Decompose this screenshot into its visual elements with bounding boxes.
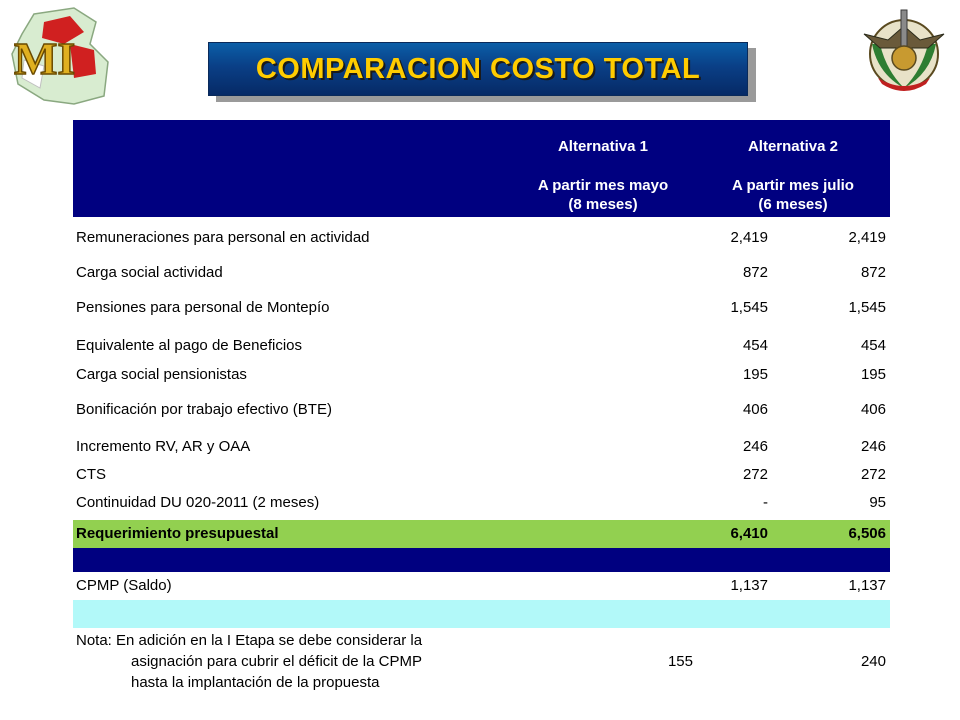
total-label: Requerimiento presupuestal — [76, 525, 279, 542]
row-alt2: 272 — [860, 466, 886, 483]
total-alt1: 6,410 — [730, 525, 768, 542]
army-emblem — [858, 4, 950, 96]
nota-alt1: 155 — [667, 653, 693, 670]
header-alt2-sub1: A partir mes julio — [732, 177, 854, 194]
cpmp-row — [73, 575, 890, 597]
header-alt2: Alternativa 2 — [747, 138, 839, 155]
page-title: COMPARACION COSTO TOTAL — [255, 52, 701, 85]
row-alt1: 454 — [742, 337, 768, 354]
row-alt1: 406 — [742, 401, 768, 418]
nota-alt2: 240 — [860, 653, 886, 670]
header-alt1-period — [513, 176, 693, 214]
title-banner — [208, 42, 748, 96]
row-label: Pensiones para personal de Montepío — [76, 299, 330, 316]
row-label: Carga social pensionistas — [76, 366, 247, 383]
header-alt2-period — [698, 176, 888, 214]
total-row — [73, 520, 890, 548]
row-alt2: 406 — [860, 401, 886, 418]
row-label: Continuidad DU 020-2011 (2 meses) — [76, 494, 320, 511]
table-row — [73, 436, 890, 458]
row-alt1: 246 — [742, 438, 768, 455]
nota-line1: Nota: En adición en la I Etapa se debe considerar la — [76, 632, 423, 649]
nota-line2: asignación para cubrir el déficit de la CPMP — [131, 653, 422, 670]
nota-text — [76, 630, 512, 693]
header-alt1-sub1: A partir mes mayo — [537, 177, 669, 194]
table-row — [73, 262, 890, 284]
row-alt1: 1,545 — [730, 299, 768, 316]
table-row — [73, 335, 890, 357]
table-row — [73, 492, 890, 514]
spacer-band — [73, 600, 890, 628]
row-alt2: 1,545 — [848, 299, 886, 316]
nota-line3: hasta la implantación de la propuesta — [131, 674, 380, 691]
row-alt2: 872 — [860, 264, 886, 281]
table-row — [73, 399, 890, 421]
logo-text: MI — [14, 33, 76, 84]
row-label: CTS — [76, 466, 106, 483]
cpmp-alt2: 1,137 — [848, 577, 886, 594]
row-alt1: 195 — [742, 366, 768, 383]
row-alt1: 272 — [742, 466, 768, 483]
row-alt2: 195 — [860, 366, 886, 383]
row-label: Carga social actividad — [76, 264, 223, 281]
header-alt1-sub2: (8 meses) — [568, 196, 638, 213]
row-alt1: 2,419 — [730, 229, 768, 246]
row-label: Incremento RV, AR y OAA — [76, 438, 251, 455]
table-row — [73, 227, 890, 249]
cpmp-alt1: 1,137 — [730, 577, 768, 594]
row-alt1: - — [763, 494, 768, 511]
row-label: Bonificación por trabajo efectivo (BTE) — [76, 401, 332, 418]
row-alt1: 872 — [742, 264, 768, 281]
ministry-logo — [4, 4, 116, 108]
separator-band — [73, 548, 890, 572]
row-alt2: 454 — [860, 337, 886, 354]
cpmp-label: CPMP (Saldo) — [76, 577, 172, 594]
header-alt1: Alternativa 1 — [557, 138, 649, 155]
table-row — [73, 464, 890, 486]
row-label: Equivalente al pago de Beneficios — [76, 337, 302, 354]
row-alt2: 95 — [869, 494, 886, 511]
row-alt2: 246 — [860, 438, 886, 455]
header-alt2-sub2: (6 meses) — [758, 196, 828, 213]
total-alt2: 6,506 — [848, 525, 886, 542]
row-label: Remuneraciones para personal en actividad — [76, 229, 370, 246]
table-row — [73, 364, 890, 386]
row-alt2: 2,419 — [848, 229, 886, 246]
table-row — [73, 297, 890, 319]
table-header — [73, 120, 890, 217]
